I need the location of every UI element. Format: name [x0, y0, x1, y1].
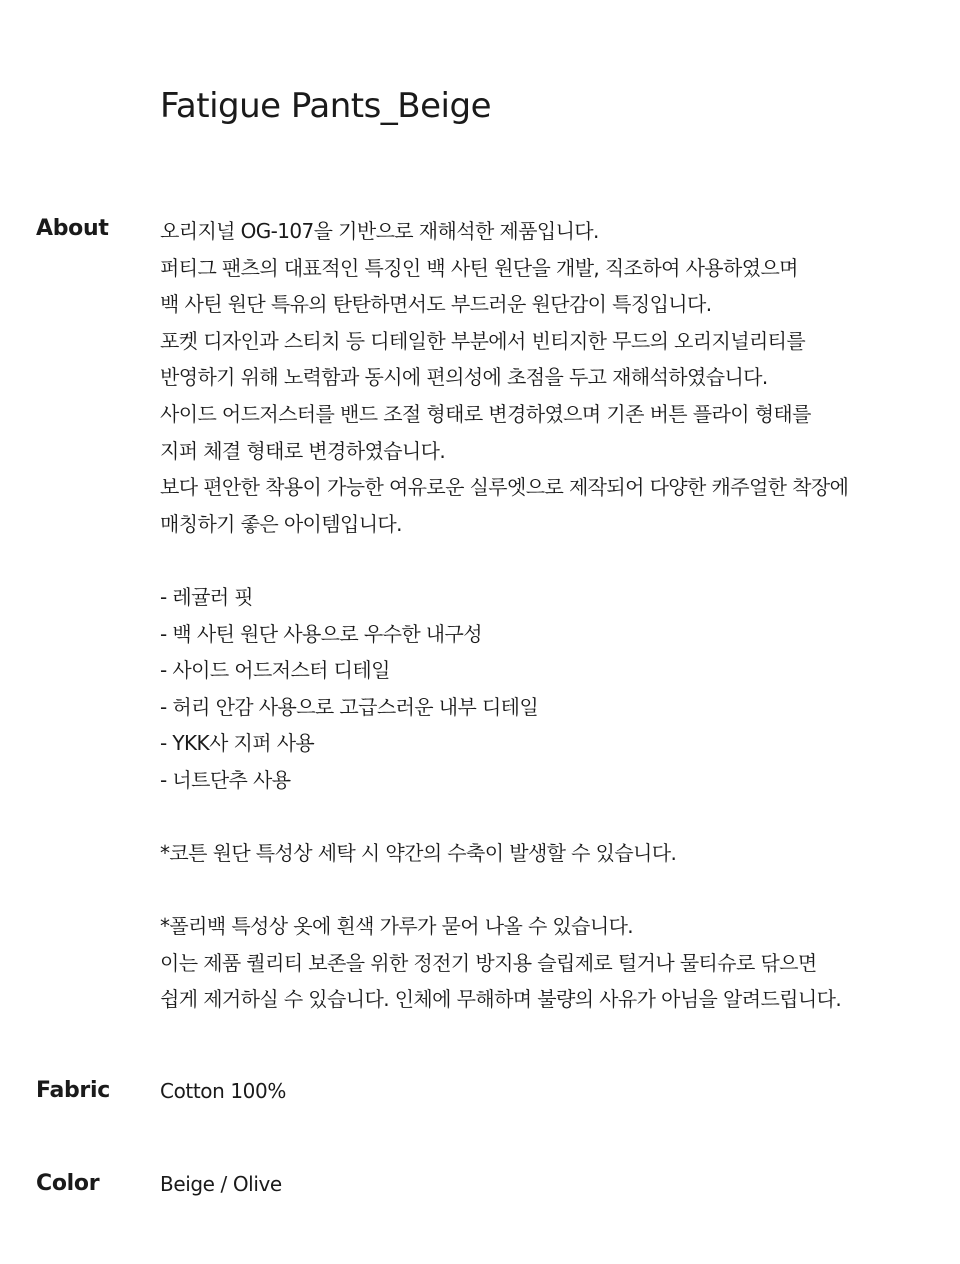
about-description [160, 213, 940, 1018]
product-title: Fatigue Pants_Beige [160, 86, 491, 126]
about-text-line: - 너트단추 사용 [160, 767, 291, 792]
about-text-line: 사이드 어드저스터를 밴드 조절 형태로 변경하였으며 기존 버튼 플라이 형태를 [160, 401, 811, 426]
about-text-line: 오리지널 OG-107을 기반으로 재해석한 제품입니다. [160, 219, 599, 243]
paragraph-gap [160, 542, 940, 579]
about-text-line: 퍼티그 팬츠의 대표적인 특징인 백 사틴 원단을 개발, 직조하여 사용하였으며 [160, 255, 798, 280]
about-text-line: 이는 제품 퀄리티 보존을 위한 정전기 방지용 슬립제로 털거나 물티슈로 닦으면 [160, 950, 817, 975]
about-text-line: 반영하기 위해 노력함과 동시에 편의성에 초점을 두고 재해석하였습니다. [160, 365, 768, 390]
about-text-line: - YKK사 지퍼 사용 [160, 731, 315, 756]
about-text-line: 보다 편안한 착용이 가능한 여유로운 실루엣으로 제작되어 다양한 캐주얼한 착장에 [160, 475, 849, 500]
fabric-value: Cotton 100% [160, 1079, 286, 1103]
about-text-line: - 허리 안감 사용으로 고급스러운 내부 디테일 [160, 694, 539, 719]
paragraph-gap [160, 872, 940, 909]
about-text-line: *폴리백 특성상 옷에 흰색 가루가 묻어 나올 수 있습니다. [160, 914, 634, 939]
about-text-line: 백 사틴 원단 특유의 탄탄하면서도 부드러운 원단감이 특징입니다. [160, 292, 712, 317]
about-text-line: - 레귤러 핏 [160, 584, 254, 609]
color-label: Color [36, 1171, 100, 1196]
about-text-line: 쉽게 제거하실 수 있습니다. 인체에 무해하며 불량의 사유가 아님을 알려드립니다. [160, 987, 842, 1012]
about-text-line: 매칭하기 좋은 아이템입니다. [160, 511, 402, 536]
fabric-label: Fabric [36, 1078, 110, 1103]
about-text-line: 지퍼 체결 형태로 변경하였습니다. [160, 438, 446, 463]
about-text-line: *코튼 원단 특성상 세탁 시 약간의 수축이 발생할 수 있습니다. [160, 841, 677, 866]
about-label: About [36, 216, 109, 241]
about-text-line: 포켓 디자인과 스티치 등 디테일한 부분에서 빈티지한 무드의 오리지널리티를 [160, 328, 806, 353]
color-value: Beige / Olive [160, 1172, 282, 1196]
about-text-line: - 백 사틴 원단 사용으로 우수한 내구성 [160, 621, 482, 646]
paragraph-gap [160, 799, 940, 836]
about-text-line: - 사이드 어드저스터 디테일 [160, 658, 390, 683]
